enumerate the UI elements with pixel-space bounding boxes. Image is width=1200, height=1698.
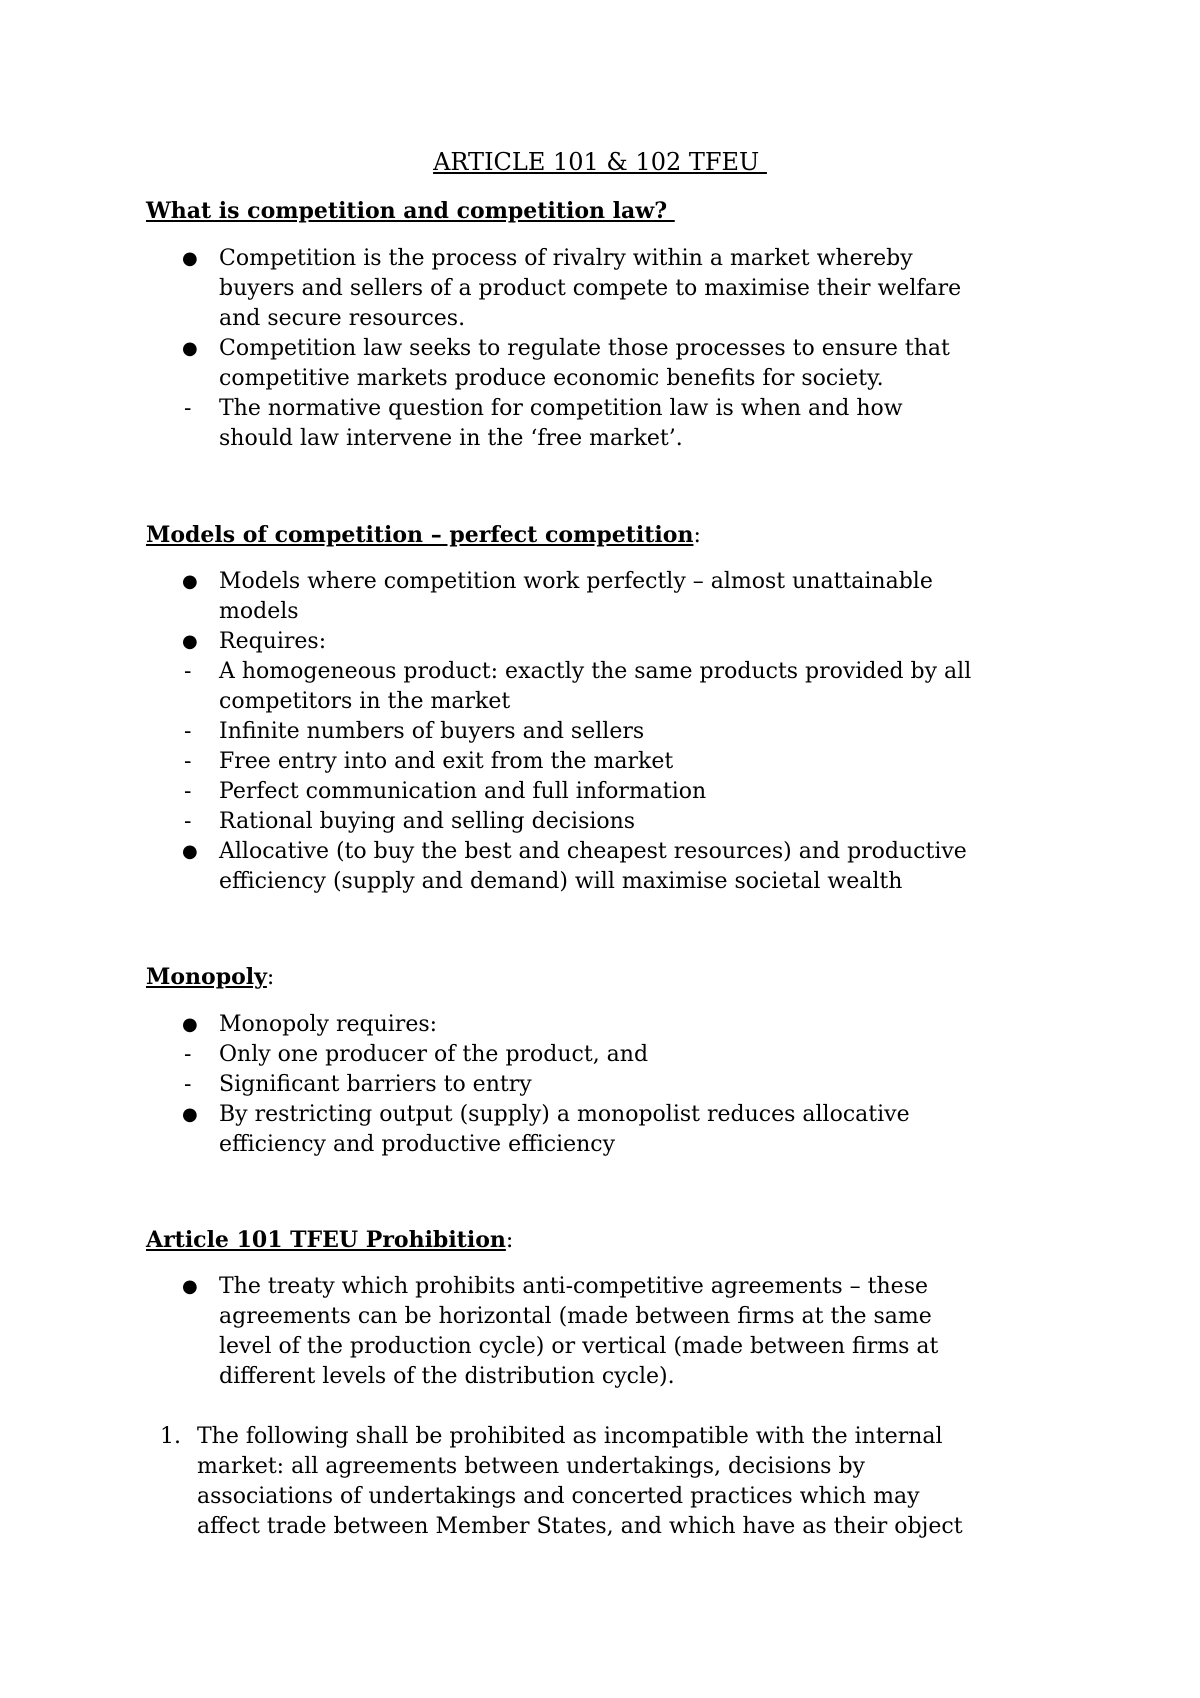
section-heading-text: What is competition and competition law? [146, 198, 675, 224]
list-item-line: Significant barriers to entry [219, 1072, 532, 1097]
list-item-line: Monopoly requires: [219, 1012, 438, 1037]
list-item-line: and secure resources. [219, 306, 466, 331]
dash-marker: - [184, 396, 192, 421]
list-item-line: competitors in the market [219, 689, 511, 714]
section-heading-monopoly [146, 962, 274, 993]
numbered-item-line: market: all agreements between undertakings, decisions by [197, 1454, 865, 1479]
list-item-line: A homogeneous product: exactly the same products provided by all [219, 659, 972, 684]
list-item-line: Competition is the process of rivalry within a market whereby [219, 246, 913, 271]
dash-marker: - [184, 1042, 192, 1067]
list-item-line: Infinite numbers of buyers and sellers [219, 719, 645, 744]
bullet-marker: ● [182, 248, 198, 269]
list-item-line: should law intervene in the ‘free market’. [219, 426, 683, 451]
section-heading-text: Article 101 TFEU Prohibition [146, 1227, 506, 1253]
list-item-line: The treaty which prohibits anti-competitive agreements – these [219, 1274, 929, 1299]
dash-marker: - [184, 779, 192, 804]
bullet-marker: ● [182, 338, 198, 359]
list-item-line: competitive markets produce economic benefits for society. [219, 366, 884, 391]
list-item-line: The normative question for competition law is when and how [219, 396, 903, 421]
list-item-line: Competition law seeks to regulate those processes to ensure that [219, 336, 950, 361]
bullet-marker: ● [182, 1104, 198, 1125]
list-item-line: Rational buying and selling decisions [219, 809, 636, 834]
heading-colon: : [266, 965, 275, 990]
numbered-item-line: affect trade between Member States, and which have as their object [197, 1514, 963, 1539]
bullet-marker: ● [182, 1276, 198, 1297]
list-item-line: agreements can be horizontal (made between firms at the same [219, 1304, 932, 1329]
numbered-item-line: associations of undertakings and concerted practices which may [197, 1484, 920, 1509]
heading-colon: : [505, 1228, 514, 1253]
section-heading-text: Monopoly [146, 964, 267, 990]
bullet-marker: ● [182, 631, 198, 652]
section-heading-text: Models of competition – perfect competition [146, 522, 694, 548]
numbered-list-marker: 1. [160, 1424, 181, 1449]
bullet-marker: ● [182, 571, 198, 592]
dash-marker: - [184, 749, 192, 774]
bullet-marker: ● [182, 841, 198, 862]
list-item-line: Only one producer of the product, and [219, 1042, 649, 1067]
numbered-item-line: The following shall be prohibited as incompatible with the internal [197, 1424, 943, 1449]
list-item-line: Free entry into and exit from the market [219, 749, 674, 774]
section-heading-article-101 [146, 1225, 513, 1256]
heading-colon: : [693, 523, 701, 548]
dash-marker: - [184, 719, 192, 744]
list-item-line: By restricting output (supply) a monopolist reduces allocative [219, 1102, 910, 1127]
list-item-line: different levels of the distribution cycle). [219, 1364, 675, 1389]
list-item-line: efficiency (supply and demand) will maximise societal wealth [219, 869, 903, 894]
list-item-line: Requires: [219, 629, 327, 654]
list-item-line: models [219, 599, 299, 624]
section-heading-models [146, 520, 701, 551]
dash-marker: - [184, 1072, 192, 1097]
bullet-marker: ● [182, 1014, 198, 1035]
list-item-line: buyers and sellers of a product compete to maximise their welfare [219, 276, 962, 301]
dash-marker: - [184, 659, 192, 684]
section-heading-competition [146, 196, 675, 227]
list-item-line: efficiency and productive efficiency [219, 1132, 616, 1157]
list-item-line: Perfect communication and full information [219, 779, 707, 804]
list-item-line: Allocative (to buy the best and cheapest resources) and productive [219, 839, 967, 864]
list-item-line: Models where competition work perfectly – almost unattainable [219, 569, 933, 594]
dash-marker: - [184, 809, 192, 834]
list-item-line: level of the production cycle) or vertical (made between firms at [219, 1334, 939, 1359]
document-title: ARTICLE 101 & 102 TFEU [433, 148, 767, 176]
